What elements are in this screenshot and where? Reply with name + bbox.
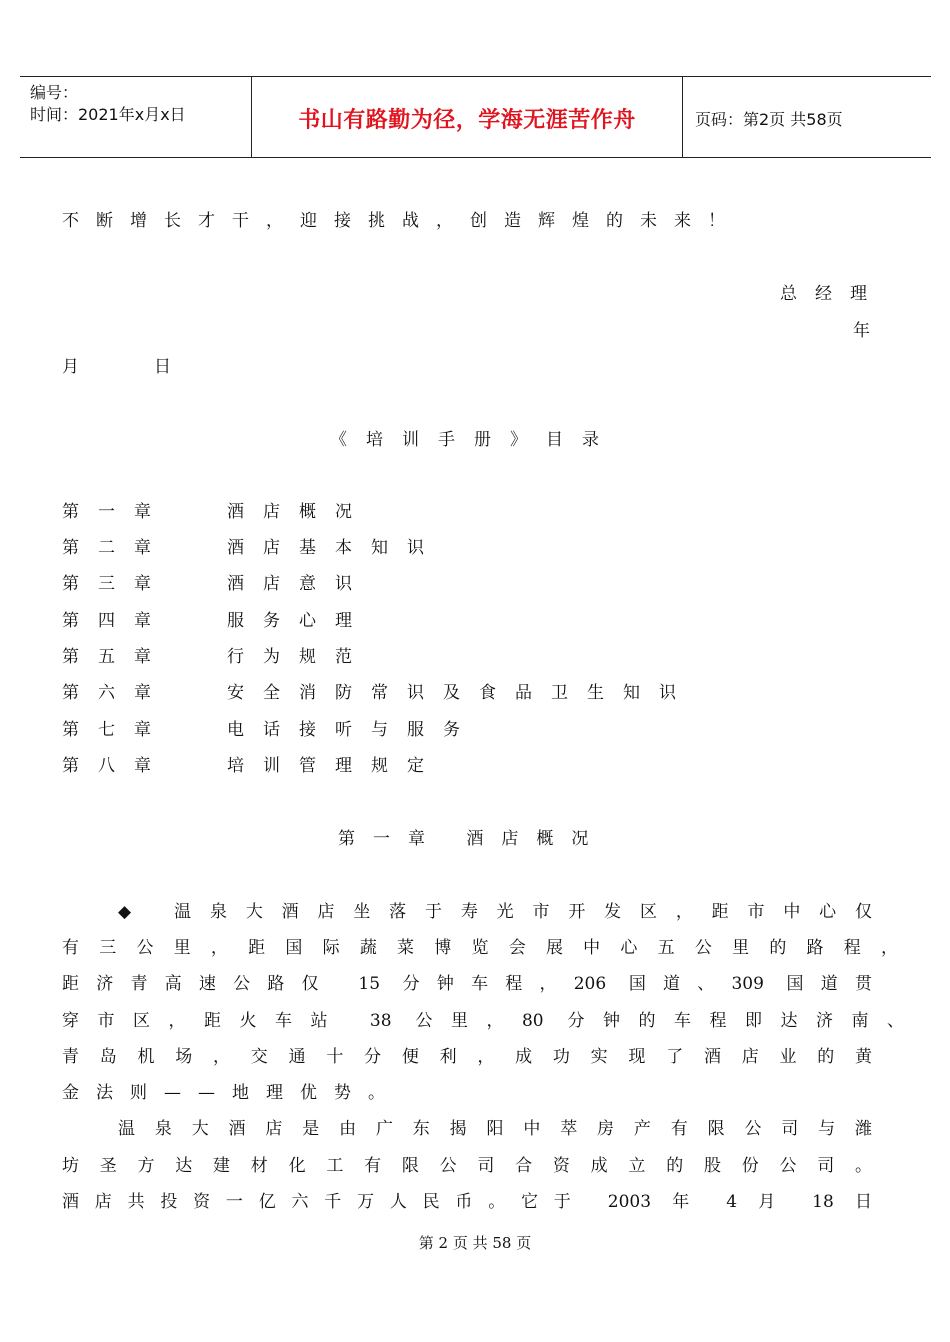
header-motto-cell [252,77,683,157]
toc-item-number: 第三章 [62,574,170,594]
paragraph-line: ◆ 温泉大酒店坐落于寿光市开发区，距市中心仅 [118,902,872,922]
paragraph-line: 酒店共投资一亿六千万人民币。它于 2003 年 4 月 18 日 [62,1192,872,1212]
page-footer: 第 2 页 共 58 页 [418,1234,532,1252]
header-page-cell [683,77,931,157]
date-day: 日 [154,357,171,377]
paragraph-line: 青岛机场，交通十分便利，成功实现了酒店业的黄 [62,1047,872,1067]
date-month: 月 [62,357,79,377]
serial-label: 编号： [30,83,79,102]
toc-item-title: 安全消防常识及食品卫生知识 [227,683,695,703]
paragraph-line: 穿市区，距火车站 38 公里，80 分钟的车程即达济南、 [62,1011,904,1031]
toc-item-number: 第二章 [62,538,170,558]
toc-item-number: 第四章 [62,611,170,631]
date-year: 年 [853,321,870,341]
paragraph-line: 有三公里，距国际蔬菜博览会展中心五公里的路程， [62,938,898,958]
page-info: 页码：第2页 共58页 [695,110,843,129]
toc-item-number: 第五章 [62,647,170,667]
document-header [20,76,931,158]
paragraph-line: 坊圣方达建材化工有限公司合资成立的股份公司。 [62,1156,872,1176]
toc-item-title: 培训管理规定 [227,756,443,776]
motto: 书山有路勤为径，学海无涯苦作舟 [298,108,636,133]
toc-item-number: 第七章 [62,720,170,740]
toc-item-title: 酒店意识 [227,574,371,594]
toc-item-title: 服务心理 [227,611,371,631]
closing-line: 不断增长才干，迎接挑战，创造辉煌的未来！ [62,211,742,231]
toc-item-number: 第八章 [62,756,170,776]
time-label: 时间：2021年x月x日 [30,105,186,124]
signature: 总经理 [780,284,885,304]
toc-item-title: 行为规范 [227,647,371,667]
toc-item-title: 酒店概况 [227,502,371,522]
toc-item-title: 电话接听与服务 [227,720,479,740]
chapter-heading: 第一章 酒店概况 [338,829,607,849]
paragraph-line: 金法则——地理优势。 [62,1083,402,1103]
toc-item-number: 第一章 [62,502,170,522]
header-meta-cell [20,77,252,157]
paragraph-line: 温泉大酒店是由广东揭阳中萃房产有限公司与潍 [118,1119,872,1139]
toc-title: 《培训手册》目录 [330,430,618,450]
toc-item-number: 第六章 [62,683,170,703]
toc-item-title: 酒店基本知识 [227,538,443,558]
paragraph-line: 距济青高速公路仅 15 分钟车程，206 国道、309 国道贯 [62,974,872,994]
